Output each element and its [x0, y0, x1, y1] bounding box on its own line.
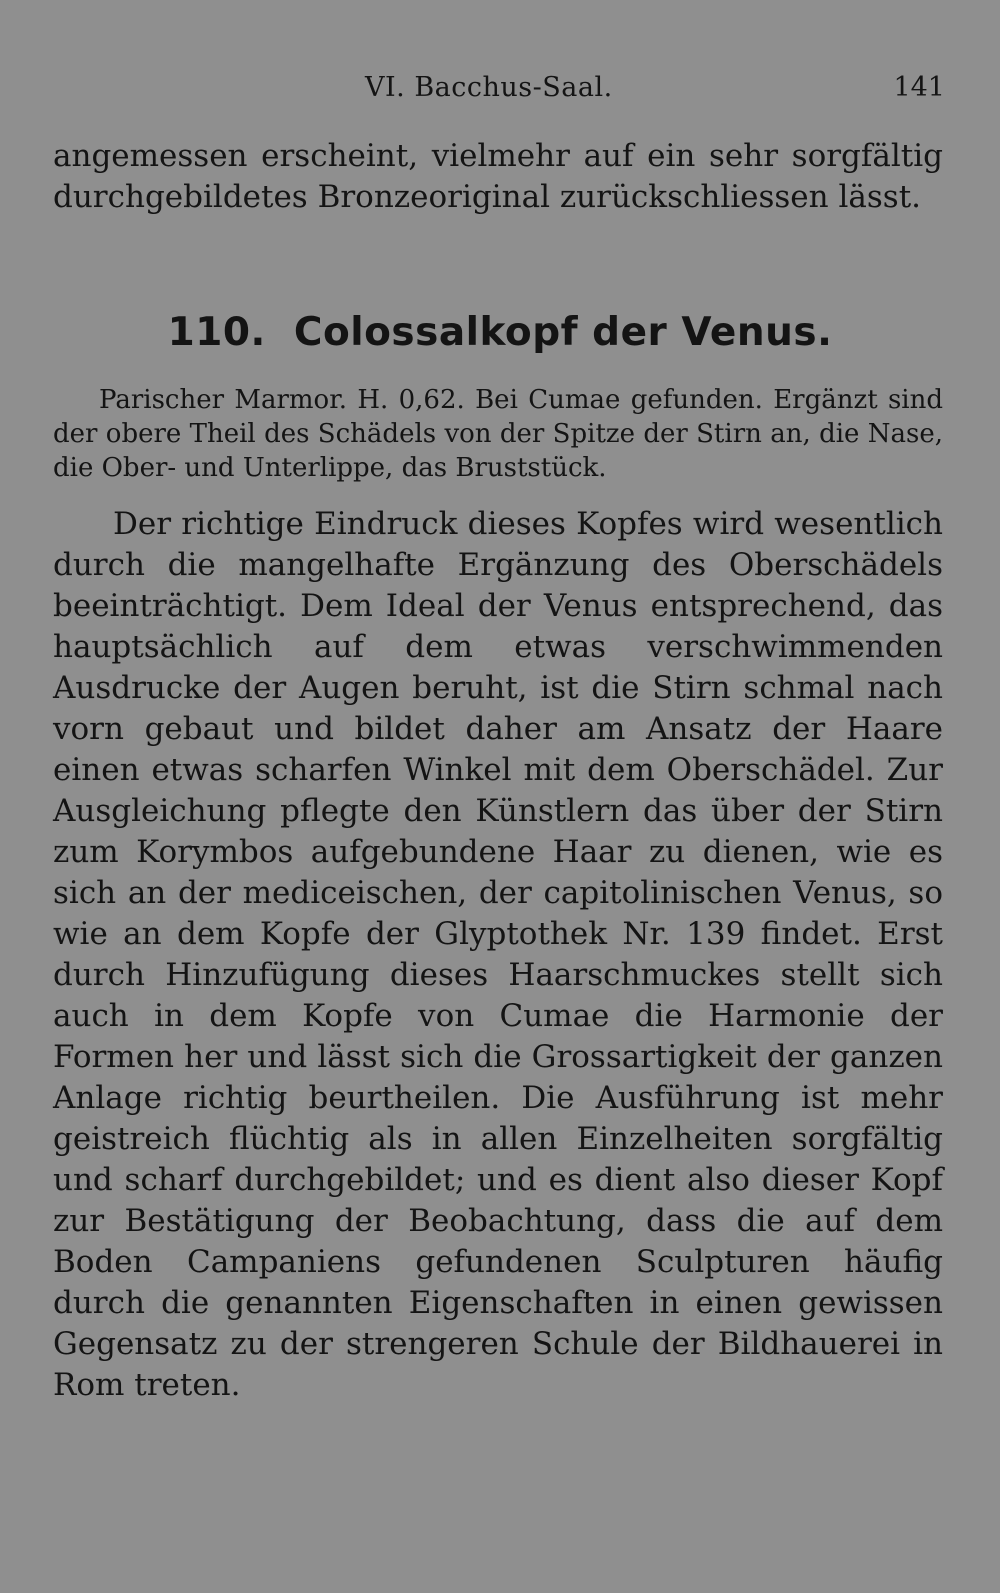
page-number: 141	[893, 72, 945, 103]
entry-title: Colossalkopf der Venus.	[293, 310, 833, 355]
entry-heading	[0, 310, 1000, 355]
continuation-paragraph: angemessen erscheint, vielmehr auf ein sehr sorgfältig durchgebildetes Bronzeoriginal zurückschliessen lässt.	[53, 138, 943, 215]
body-paragraph: Der richtige Eindruck dieses Kopfes wird wesentlich durch die mangelhafte Ergänzung des Oberschädels beeinträchtigt. Dem Ideal der Venus entsprechend, das hauptsächlich auf dem etwas verschwimmenden Ausdrucke der Augen beruht, ist die Stirn schmal nach vorn gebaut und bildet daher am Ansatz der Haare einen etwas scharfen Winkel mit dem Oberschädel. Zur Ausgleichung pflegte den Künstlern das über der Stirn zum Korymbos aufgebundene Haar zu dienen, wie es sich an der mediceischen, der capitolinischen Venus, so wie an dem Kopfe der Glyptothek Nr. 139 findet. Erst durch Hinzufügung dieses Haarschmuckes stellt sich auch in dem Kopfe von Cumae die Harmonie der Formen her und lässt sich die Grossartigkeit der ganzen Anlage richtig beurtheilen. Die Ausführung ist mehr geistreich flüchtig als in allen Einzelheiten sorgfältig und scharf durchgebildet; und es dient also dieser Kopf zur Bestätigung der Beobachtung, dass die auf dem Boden Campaniens gefundenen Sculpturen häufig durch die genannten Eigenschaften in einen gewissen Gegensatz zu der strengeren Schule der Bildhauerei in Rom treten.	[53, 506, 943, 1403]
running-head	[53, 72, 945, 112]
provenance-note: Parischer Marmor. H. 0,62. Bei Cumae gefunden. Ergänzt sind der obere Theil des Schädels von der Spitze der Stirn an, die Nase, die Ober- und Unterlippe, das Bruststück.	[53, 385, 943, 483]
entry-number: 110.	[167, 310, 266, 355]
running-title: VI. Bacchus-Saal.	[365, 72, 613, 103]
